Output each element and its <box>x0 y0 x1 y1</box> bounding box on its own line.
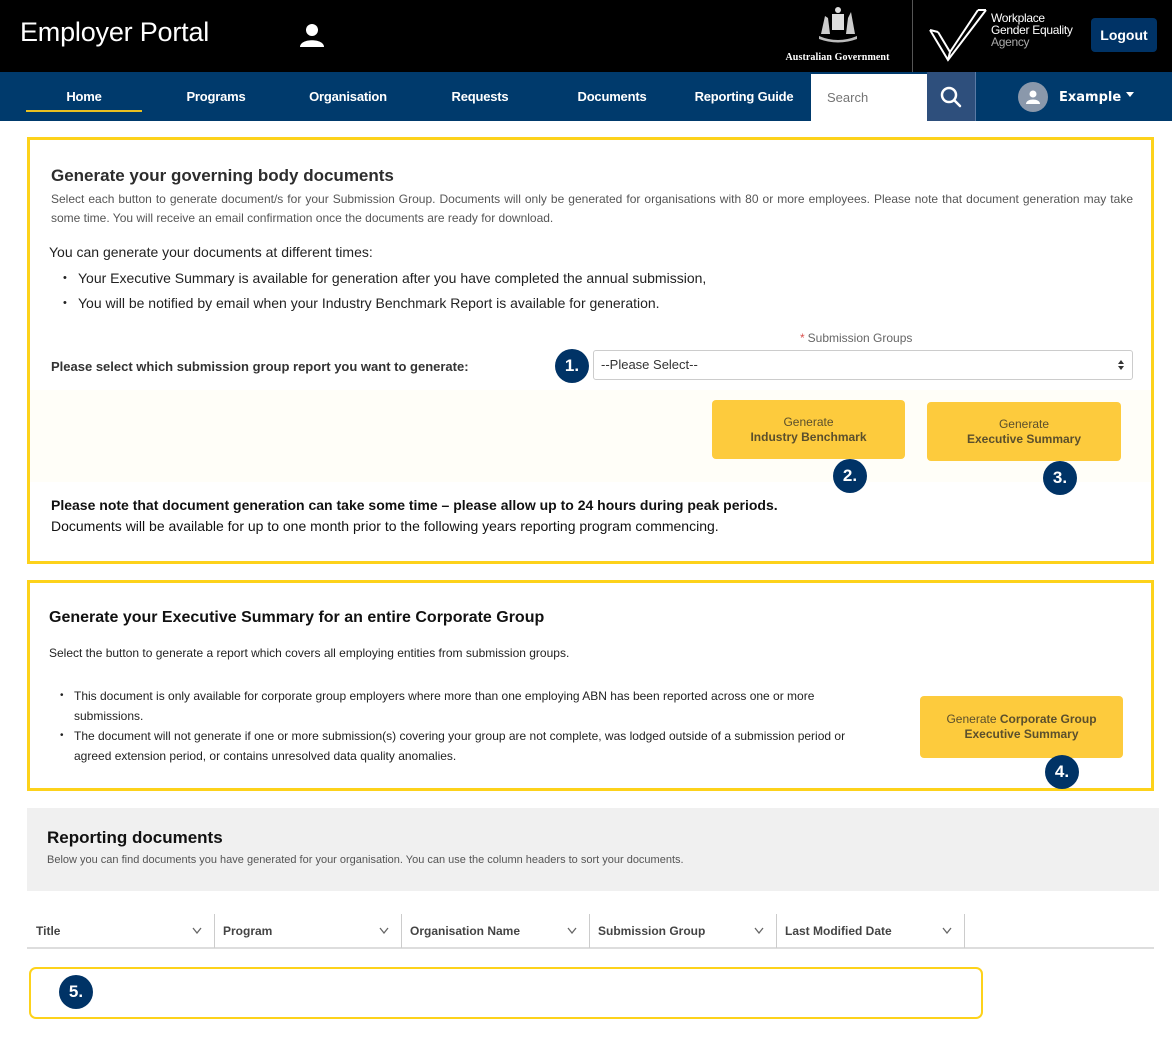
step-badge-2: 2. <box>833 459 867 493</box>
app-title: Employer Portal <box>20 17 210 47</box>
required-marker: * <box>800 331 805 345</box>
select-value: --Please Select-- <box>601 357 698 372</box>
nav-documents[interactable]: Documents <box>577 89 647 104</box>
column-header-title[interactable] <box>27 914 214 948</box>
generate-executive-summary-button[interactable] <box>927 402 1121 461</box>
generate-industry-benchmark-button[interactable] <box>712 400 905 459</box>
section-description: Select the button to generate a report which covers all employing entities from submission groups. <box>49 646 570 660</box>
step-badge-5: 5. <box>59 975 93 1009</box>
australian-government-logo <box>780 6 895 66</box>
coat-of-arms-icon <box>813 6 863 46</box>
button-line2: Executive Summary <box>966 431 1082 446</box>
search-button[interactable] <box>927 72 975 121</box>
section-description: Below you can find documents you have generated for your organisation. You can use the column headers to sort your documents. <box>47 854 684 866</box>
list-item: • The document will not generate if one or more submission(s) covering your group are not complete, was lodged outside of a submission period or agreed extension period, or contains unresolved data quality anomalies. <box>60 726 860 766</box>
generation-times-list <box>63 269 706 319</box>
submission-groups-label <box>800 331 912 345</box>
button-line2: Industry Benchmark <box>750 429 867 444</box>
search-input[interactable] <box>811 74 927 121</box>
step-badge-3: 3. <box>1043 461 1077 495</box>
column-label: Organisation Name <box>410 924 521 938</box>
documents-table-header <box>27 914 1154 949</box>
wgea-check-icon <box>928 8 988 64</box>
chevron-down-icon <box>192 927 202 934</box>
gov-text: Australian Government <box>785 52 890 63</box>
reporting-documents-header <box>27 808 1159 891</box>
field-label: Submission Groups <box>807 331 913 345</box>
button-line1 <box>946 712 1096 727</box>
avatar <box>1018 82 1048 112</box>
button-bold1: Corporate Group <box>999 712 1097 726</box>
section-title: Generate your governing body documents <box>51 166 394 185</box>
header-divider <box>912 0 913 72</box>
section-title: Reporting documents <box>47 828 223 847</box>
top-header <box>0 0 1172 72</box>
chevron-down-icon <box>754 927 764 934</box>
step-badge-4: 4. <box>1045 755 1079 789</box>
list-item: • Your Executive Summary is available for generation after you have completed the annual submission, <box>63 269 706 294</box>
wgea-logo <box>928 6 1088 66</box>
button-line2: Executive Summary <box>964 727 1079 741</box>
chevron-down-icon[interactable] <box>1126 92 1134 97</box>
list-item: • This document is only available for corporate group employers where more than one employing ABN has been reported across one or more submissions. <box>60 686 860 726</box>
governing-body-panel <box>27 137 1154 564</box>
corporate-group-panel <box>27 580 1154 791</box>
chevron-down-icon <box>567 927 577 934</box>
nav-divider <box>975 72 976 121</box>
logout-button[interactable]: Logout <box>1091 18 1157 52</box>
select-arrows-icon <box>1117 359 1125 371</box>
profile-name: Example <box>1059 89 1122 105</box>
column-header-last-modified-date[interactable] <box>776 914 964 948</box>
column-header-program[interactable] <box>214 914 401 948</box>
nav-organisation[interactable]: Organisation <box>309 89 387 104</box>
step-badge-1: 1. <box>555 349 589 383</box>
column-label: Program <box>223 924 273 938</box>
main-nav <box>0 72 1172 121</box>
column-header-organisation-name[interactable] <box>401 914 589 948</box>
wgea-line1: Workplace <box>991 11 1045 25</box>
wgea-line2: Gender Equality <box>991 23 1073 37</box>
generate-corporate-group-summary-button[interactable] <box>920 696 1123 758</box>
select-prompt: Please select which submission group report you want to generate: <box>51 359 469 374</box>
user-icon[interactable] <box>299 22 325 48</box>
submission-groups-select[interactable] <box>593 350 1133 380</box>
chevron-down-icon <box>379 927 389 934</box>
chevron-down-icon <box>942 927 952 934</box>
availability-note: Documents will be available for up to one month prior to the following years reporting program commencing. <box>51 518 719 534</box>
list-item: • You will be notified by email when your Industry Benchmark Report is available for generation. <box>63 294 706 319</box>
wgea-line3: Agency <box>991 35 1030 49</box>
nav-requests[interactable]: Requests <box>451 89 509 104</box>
corporate-conditions-list <box>60 686 860 766</box>
section-title: Generate your Executive Summary for an entire Corporate Group <box>49 609 545 626</box>
profile-menu[interactable] <box>1018 81 1121 113</box>
column-label: Last Modified Date <box>785 924 892 938</box>
column-header-submission-group[interactable] <box>589 914 776 948</box>
section-description: Select each button to generate document/s for your Submission Group. Documents will only be generated for organisations with 80 or more employees. Please note that document generation may take some time. You will receive an email confirmation once the documents are ready for download. <box>51 192 1133 225</box>
column-label: Title <box>36 924 61 938</box>
search-icon <box>940 86 962 108</box>
times-intro: You can generate your documents at different times: <box>49 244 373 260</box>
column-divider <box>964 914 965 948</box>
nav-programs[interactable]: Programs <box>186 89 246 104</box>
person-icon <box>1025 89 1041 105</box>
button-prefix: Generate <box>946 712 997 726</box>
nav-reporting-guide[interactable]: Reporting Guide <box>694 89 794 104</box>
button-line1: Generate <box>783 414 834 429</box>
documents-row-highlight <box>29 967 983 1019</box>
nav-home[interactable]: Home <box>26 72 142 121</box>
peak-period-note: Please note that document generation can take some time – please allow up to 24 hours during peak periods. <box>51 497 778 513</box>
column-label: Submission Group <box>598 924 706 938</box>
button-line1: Generate <box>998 416 1050 431</box>
